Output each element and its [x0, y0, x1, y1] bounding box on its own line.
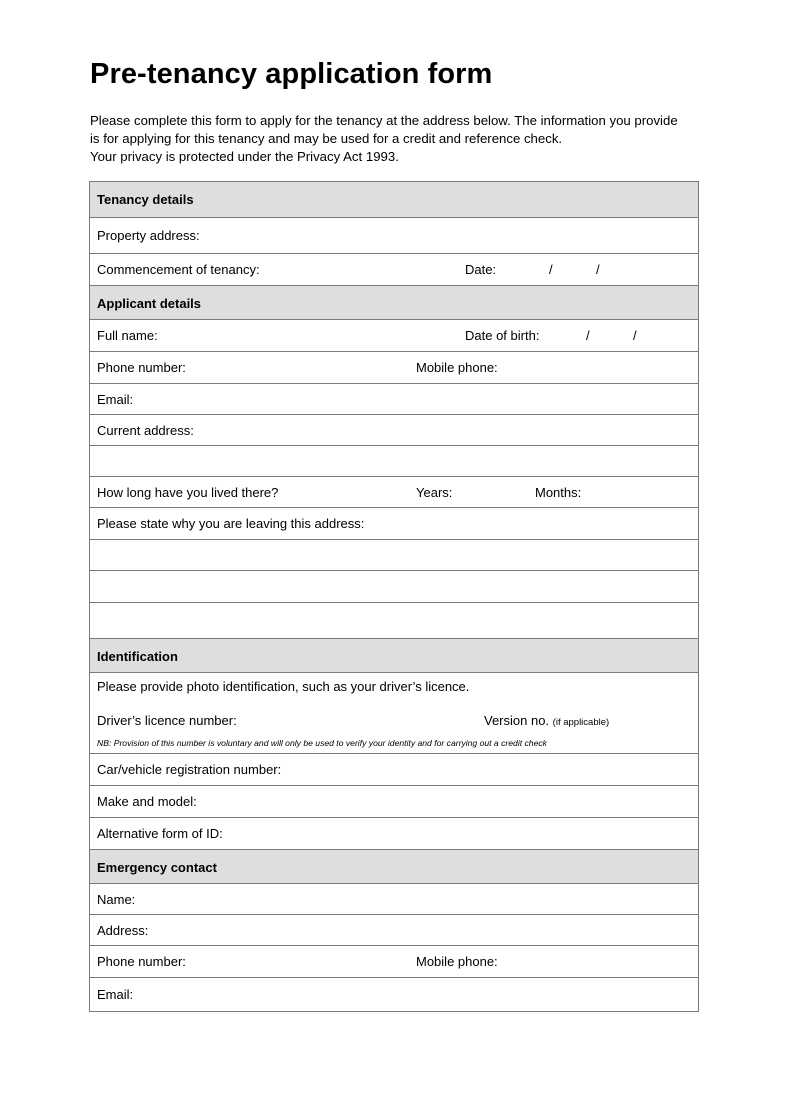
leaving-reason-blank-row[interactable]	[90, 539, 698, 570]
emergency-phone-label: Phone number:	[97, 954, 186, 969]
full-name-row[interactable]	[90, 319, 698, 351]
current-address-label: Current address:	[97, 423, 194, 438]
leaving-reason-label: Please state why you are leaving this address:	[97, 516, 365, 531]
licence-privacy-note: NB: Provision of this number is voluntary and will only be used to verify your identity and for carrying out a credit check	[97, 738, 547, 748]
date-separator: /	[633, 328, 637, 343]
full-name-label: Full name:	[97, 328, 158, 343]
emergency-address-row[interactable]	[90, 914, 698, 945]
date-separator: /	[596, 262, 600, 277]
emergency-name-row[interactable]	[90, 883, 698, 914]
dob-label: Date of birth:	[465, 328, 540, 343]
phone-row[interactable]	[90, 351, 698, 383]
mobile-label: Mobile phone:	[416, 360, 498, 375]
email-label: Email:	[97, 392, 134, 407]
make-model-row[interactable]	[90, 785, 698, 817]
section-title: Emergency contact	[97, 860, 217, 875]
section-title: Identification	[97, 649, 178, 664]
years-label: Years:	[416, 485, 453, 500]
how-long-row[interactable]	[90, 476, 698, 507]
vehicle-label: Car/vehicle registration number:	[97, 762, 282, 777]
application-form-table	[89, 181, 699, 1012]
section-header-applicant	[90, 285, 698, 319]
if-applicable-note: (if applicable)	[552, 717, 610, 728]
emergency-email-label: Email:	[97, 987, 134, 1002]
photo-id-instruction: Please provide photo identification, such as your driver’s licence.	[97, 679, 470, 694]
property-address-row[interactable]	[90, 217, 698, 253]
vehicle-row[interactable]	[90, 753, 698, 785]
section-header-emergency	[90, 849, 698, 883]
date-separator: /	[586, 328, 590, 343]
alt-id-label: Alternative form of ID:	[97, 826, 223, 841]
emergency-address-label: Address:	[97, 923, 149, 938]
section-title: Applicant details	[97, 296, 202, 311]
version-label	[484, 713, 609, 728]
current-address-blank-row[interactable]	[90, 445, 698, 476]
emergency-email-row[interactable]	[90, 977, 698, 1011]
property-address-label: Property address:	[97, 228, 200, 243]
section-title: Tenancy details	[97, 192, 194, 207]
date-separator: /	[549, 262, 553, 277]
emergency-phone-row[interactable]	[90, 945, 698, 977]
emergency-mobile-label: Mobile phone:	[416, 954, 498, 969]
page-title: Pre-tenancy application form	[90, 58, 493, 90]
phone-label: Phone number:	[97, 360, 186, 375]
intro-text	[90, 112, 720, 166]
version-text: Version no.	[484, 713, 550, 728]
licence-row[interactable]	[90, 672, 698, 753]
section-header-tenancy	[90, 182, 698, 217]
commencement-row[interactable]	[90, 253, 698, 285]
intro-line: is for applying for this tenancy and may be used for a credit and reference check.	[90, 131, 563, 146]
leaving-reason-blank-row[interactable]	[90, 570, 698, 602]
leaving-reason-row[interactable]	[90, 507, 698, 539]
make-model-label: Make and model:	[97, 794, 197, 809]
commencement-label: Commencement of tenancy:	[97, 262, 260, 277]
emergency-name-label: Name:	[97, 892, 136, 907]
email-row[interactable]	[90, 383, 698, 414]
current-address-row[interactable]	[90, 414, 698, 445]
licence-number-label: Driver’s licence number:	[97, 713, 237, 728]
intro-line: Please complete this form to apply for the tenancy at the address below. The information you provide	[90, 113, 678, 128]
months-label: Months:	[535, 485, 582, 500]
section-header-identification	[90, 638, 698, 672]
leaving-reason-blank-row[interactable]	[90, 602, 698, 638]
how-long-label: How long have you lived there?	[97, 485, 279, 500]
alt-id-row[interactable]	[90, 817, 698, 849]
date-label: Date:	[465, 262, 497, 277]
intro-line: Your privacy is protected under the Privacy Act 1993.	[90, 149, 399, 164]
